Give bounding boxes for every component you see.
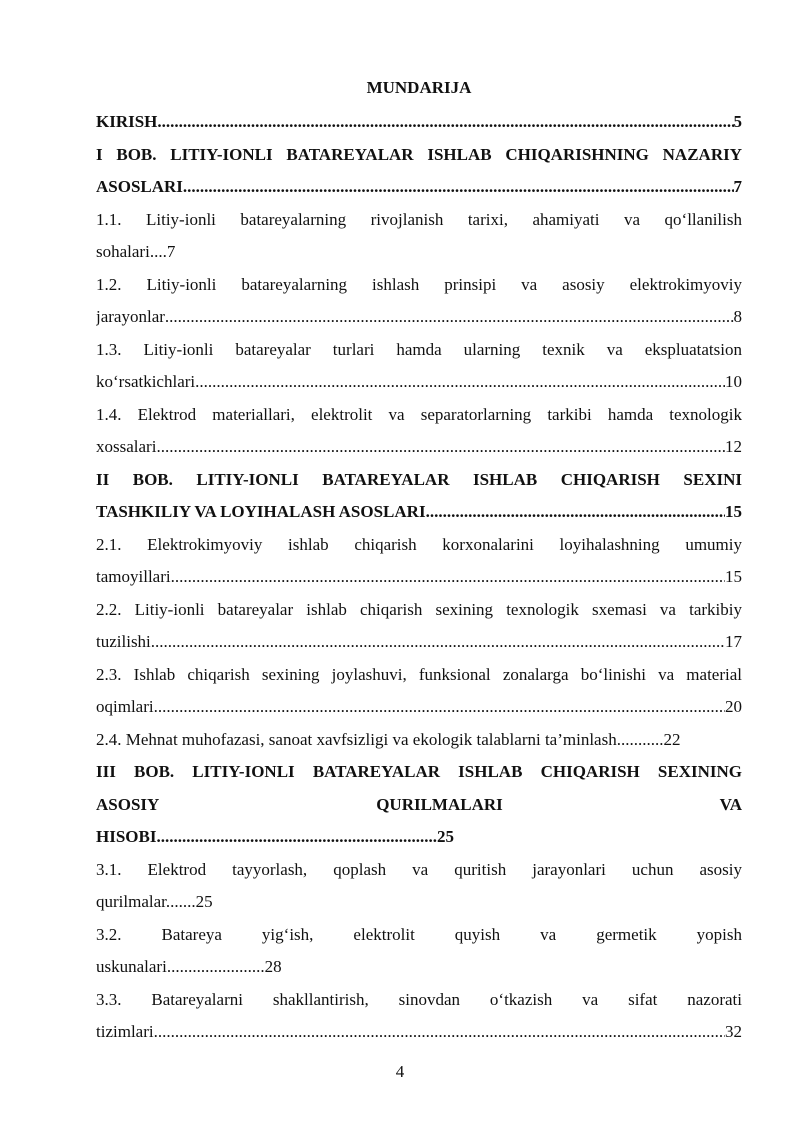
toc-page-number: 20 (725, 697, 742, 716)
toc-word: QURILMALARI (376, 794, 503, 814)
toc-entry-text: KIRISH (96, 112, 158, 131)
toc-word: VA (719, 794, 742, 814)
toc-entry-text: TASHKILIY VA LOYIHALASH ASOSLARI (96, 502, 426, 521)
table-of-contents (96, 72, 742, 1049)
toc-entry-text: oqimlari (96, 697, 154, 716)
dot-leader (171, 561, 725, 594)
toc-chapter-3-line1[interactable]: III BOB. LITIY-IONLI BATAREYALAR ISHLAB CHIQARISH SEXINING (96, 762, 742, 781)
dot-leader (195, 366, 725, 399)
toc-section-2-2-line1[interactable]: 2.2. Litiy-ionli batareyalar ishlab chiqarish sexining texnologik sxemasi va tarkibiy (96, 599, 742, 619)
toc-page-number: 7 (733, 177, 742, 196)
toc-entry-text: tuzilishi (96, 632, 151, 651)
page-title: MUNDARIJA (366, 78, 472, 97)
dot-leader (183, 171, 734, 204)
toc-page-number: 32 (725, 1022, 742, 1041)
toc-entry-kirish[interactable] (96, 106, 742, 139)
toc-entry-text: ASOSLARI (96, 177, 183, 196)
toc-section-3-2-line1[interactable]: 3.2. Batareya yig‘ish, elektrolit quyish va germetik yopish (96, 924, 742, 944)
toc-chapter-3-line3[interactable]: HISOBI..................................................................25 (96, 827, 454, 846)
toc-section-1-4-line2[interactable] (96, 431, 742, 464)
toc-section-2-4[interactable]: 2.4. Mehnat muhofazasi, sanoat xavfsizligi va ekologik talablarni ta’minlash...........22 (96, 729, 681, 749)
toc-page-number: 8 (733, 307, 742, 326)
toc-section-2-1-line2[interactable] (96, 561, 742, 594)
dot-leader (157, 106, 733, 139)
toc-chapter-1-line1[interactable]: I BOB. LITIY-IONLI BATAREYALAR ISHLAB CHIQARISHNING NAZARIY (96, 144, 742, 164)
toc-section-1-2-line2[interactable] (96, 301, 742, 334)
page-number: 4 (395, 1062, 405, 1081)
toc-section-1-3-line1[interactable]: 1.3. Litiy-ionli batareyalar turlari hamda ularning texnik va ekspluatatsion (96, 339, 742, 359)
toc-section-3-2-line2[interactable]: uskunalari.......................28 (96, 957, 282, 976)
toc-section-2-3-line1[interactable]: 2.3. Ishlab chiqarish sexining joylashuvi, funksional zonalarga bo‘linishi va material (96, 664, 742, 684)
toc-chapter-3-line2[interactable] (96, 789, 742, 822)
toc-section-1-2-line1[interactable]: 1.2. Litiy-ionli batareyalarning ishlash prinsipi va asosiy elektrokimyoviy (96, 274, 742, 294)
dot-leader (426, 496, 725, 529)
dot-leader (154, 1016, 725, 1049)
toc-entry-text: jarayonlar (96, 307, 165, 326)
toc-page-number: 10 (725, 372, 742, 391)
toc-section-2-3-line2[interactable] (96, 691, 742, 724)
toc-section-2-1-line1[interactable]: 2.1. Elektrokimyoviy ishlab chiqarish korxonalarini loyihalashning umumiy (96, 534, 742, 554)
toc-section-3-1-line2[interactable]: qurilmalar.......25 (96, 892, 213, 911)
toc-word: ASOSIY (96, 794, 160, 814)
dot-leader (165, 301, 734, 334)
toc-chapter-1-line2[interactable] (96, 171, 742, 204)
toc-section-1-4-line1[interactable]: 1.4. Elektrod materiallari, elektrolit va separatorlarning tarkibi hamda texnologik (96, 404, 742, 424)
toc-section-1-1-line1[interactable]: 1.1. Litiy-ionli batareyalarning rivojlanish tarixi, ahamiyati va qo‘llanilish (96, 209, 742, 229)
toc-entry-text: xossalari (96, 437, 157, 456)
toc-chapter-2-line1[interactable]: II BOB. LITIY-IONLI BATAREYALAR ISHLAB CHIQARISH SEXINI (96, 469, 742, 489)
toc-page-number: 15 (725, 567, 742, 586)
toc-section-1-3-line2[interactable] (96, 366, 742, 399)
toc-entry-text: tizimlari (96, 1022, 154, 1041)
toc-section-3-3-line2[interactable] (96, 1016, 742, 1049)
dot-leader (154, 691, 725, 724)
toc-entry-text: ko‘rsatkichlari (96, 372, 196, 391)
toc-section-3-3-line1[interactable]: 3.3. Batareyalarni shakllantirish, sinovdan o‘tkazish va sifat nazorati (96, 989, 742, 1009)
toc-page-number: 12 (725, 437, 742, 456)
toc-entry-text: tamoyillari (96, 567, 171, 586)
dot-leader (151, 626, 725, 659)
toc-page-number: 15 (725, 502, 742, 521)
toc-section-2-2-line2[interactable] (96, 626, 742, 659)
toc-section-3-1-line1[interactable]: 3.1. Elektrod tayyorlash, qoplash va quritish jarayonlari uchun asosiy (96, 859, 742, 879)
toc-page-number: 5 (733, 112, 742, 131)
toc-section-1-1-line2[interactable]: sohalari....7 (96, 242, 176, 261)
toc-chapter-2-line2[interactable] (96, 496, 742, 529)
dot-leader (156, 431, 725, 464)
toc-page-number: 17 (725, 632, 742, 651)
